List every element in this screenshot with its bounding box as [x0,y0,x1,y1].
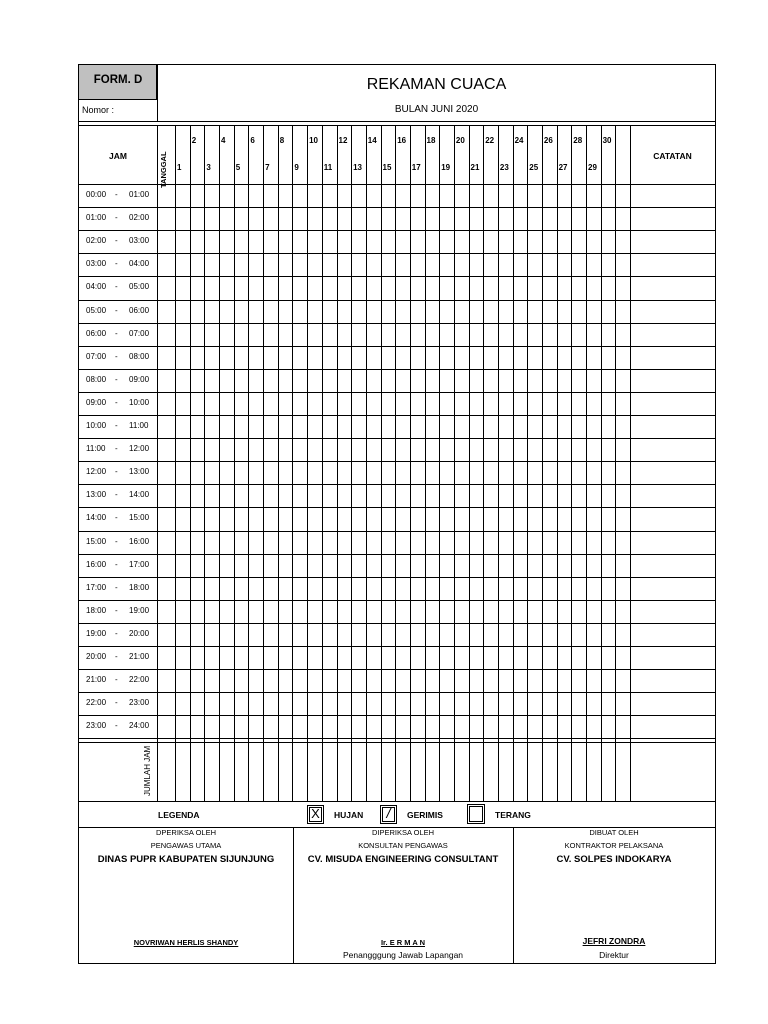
sig2-org: CV. MISUDA ENGINEERING CONSULTANT [307,854,499,865]
hour-start: 23:00 [86,721,107,731]
day-col-line [395,126,396,801]
day-number: 6 [250,136,255,145]
day-col-line [527,126,528,801]
day-number: 17 [411,163,421,172]
sig3-org: CV. SOLPES INDOKARYA [556,854,672,865]
day-number: 4 [221,136,226,145]
day-number: 12 [338,136,348,145]
hour-end: 07:00 [129,328,150,338]
sig2-position: KONSULTAN PENGAWAS [358,841,448,850]
day-col-line [175,126,176,801]
legend-gerimis-symbol: / [386,805,391,821]
hour-separator: - [115,282,118,292]
sig3-name: JEFRI ZONDRA [582,936,646,946]
day-number: 26 [543,136,553,145]
day-col-line [557,126,558,801]
hour-start: 09:00 [86,397,107,407]
day-col-line [248,126,249,801]
hour-start: 13:00 [86,490,107,500]
hour-separator: - [115,513,118,523]
form-code: FORM. D [93,74,143,86]
hour-separator: - [115,374,118,384]
hour-end: 18:00 [129,582,150,592]
day-number: 27 [558,163,568,172]
hour-start: 11:00 [86,444,106,454]
hour-separator: - [115,536,118,546]
sig3-title: Direktur [599,950,629,960]
day-number: 13 [353,163,362,172]
sig2-name: Ir. E R M A N [380,938,426,947]
day-col-line [615,126,616,801]
hour-start: 03:00 [86,259,107,269]
hour-end: 21:00 [129,652,150,661]
sig2-role: DIPERIKSA OLEH [371,828,435,837]
hour-start: 06:00 [86,328,107,338]
jumlah-bottom-line [79,801,715,802]
sig1-role: DPERIKSA OLEH [155,828,217,837]
day-col-line [483,126,484,801]
day-col-line [322,126,323,801]
hour-start: 08:00 [86,374,107,384]
nomor-label: Nomor : [82,105,115,115]
day-col-line [425,126,426,801]
sig1-org: DINAS PUPR KABUPATEN SIJUNJUNG [97,854,275,865]
sig1-position: PENGAWAS UTAMA [150,841,222,850]
legend-terang-inner [469,806,483,822]
hour-separator: - [115,605,118,615]
hour-end: 13:00 [129,467,150,477]
hour-separator: - [115,698,118,708]
day-col-line [454,126,455,801]
hour-start: 05:00 [86,305,107,315]
day-number: 14 [367,136,377,145]
hour-separator: - [115,190,118,199]
day-col-line [586,126,587,801]
day-col-line [263,126,264,801]
hour-end: 06:00 [129,305,150,315]
hour-end: 17:00 [129,559,150,569]
day-col-line [439,126,440,801]
hour-start: 16:00 [86,559,107,569]
hour-end: 11:00 [129,421,149,430]
hour-separator: - [115,421,118,430]
hour-separator: - [115,259,118,269]
day-col-line [630,126,631,801]
hour-end: 02:00 [129,213,150,223]
hour-separator: - [115,628,118,638]
hour-end: 01:00 [129,190,150,199]
day-number: 22 [485,136,495,145]
hour-end: 15:00 [129,513,150,523]
hour-end: 22:00 [129,675,150,685]
day-col-line [366,126,367,801]
sig3-role: DIBUAT OLEH [589,828,639,837]
hour-start: 10:00 [86,421,107,430]
hour-start: 21:00 [86,675,107,685]
hour-start: 00:00 [86,190,107,199]
hour-start: 19:00 [86,628,107,638]
day-number: 21 [470,163,480,172]
legend-gerimis-text: GERIMIS [407,810,443,820]
day-col-line [219,126,220,801]
day-number: 18 [426,136,436,145]
day-col-line [292,126,293,801]
hour-end: 24:00 [129,721,150,731]
day-number: 28 [573,136,583,145]
day-col-line [601,126,602,801]
catatan-header: CATATAN [653,151,692,161]
hour-separator: - [115,582,118,592]
day-number: 2 [191,136,197,145]
hour-separator: - [115,444,118,454]
hour-start: 20:00 [86,652,107,661]
jam-header: JAM [109,151,127,161]
hour-start: 01:00 [86,213,107,223]
hour-end: 05:00 [129,282,150,292]
hour-end: 09:00 [129,374,150,384]
day-col-line [351,126,352,801]
hour-separator: - [115,236,118,246]
hour-separator: - [115,652,118,661]
day-number: 9 [294,163,299,172]
day-col-line [469,126,470,801]
hour-start: 17:00 [86,582,107,592]
legend-hujan-symbol: X [311,806,320,821]
day-number: 25 [529,163,539,172]
day-col-line [542,126,543,801]
day-number: 15 [382,163,392,172]
hour-separator: - [115,467,118,477]
hour-separator: - [115,305,118,315]
hour-separator: - [115,675,118,685]
sig3-position: KONTRAKTOR PELAKSANA [564,841,664,850]
hour-end: 14:00 [129,490,150,500]
day-number: 16 [397,136,407,145]
day-col-line [234,126,235,801]
header-double-line-1 [79,121,715,122]
day-col-line [307,126,308,801]
hour-separator: - [115,397,118,407]
hour-end: 10:00 [129,397,150,407]
hour-start: 12:00 [86,467,107,477]
hour-end: 20:00 [129,628,150,638]
hour-separator: - [115,351,118,361]
day-number: 23 [499,163,509,172]
day-number: 20 [455,136,465,145]
hour-separator: - [115,213,118,223]
hour-start: 22:00 [86,698,107,708]
day-col-line [204,126,205,801]
hour-end: 23:00 [129,698,150,708]
hour-start: 04:00 [86,282,107,292]
day-number: 11 [323,163,333,172]
day-number: 7 [265,163,270,172]
hour-end: 16:00 [129,536,150,546]
day-number: 24 [514,136,524,145]
sig2-title: Penangggung Jawab Lapangan [342,950,464,960]
hour-separator: - [115,559,118,569]
hour-start: 18:00 [86,605,107,615]
tanggal-header: TANGGAL [159,151,168,188]
day-number: 8 [279,136,285,145]
jumlah-jam-label: JUMLAH JAM [143,745,152,796]
day-col-line [571,126,572,801]
hour-end: 19:00 [129,605,150,615]
jam-col-line [157,126,158,801]
day-number: 1 [177,163,182,172]
hour-end: 12:00 [129,444,150,454]
day-col-line [278,126,279,801]
day-col-line [410,126,411,801]
hour-end: 08:00 [129,351,150,361]
legend-terang-text: TERANG [495,810,531,820]
legend-hujan-text: HUJAN [334,810,364,820]
hour-start: 07:00 [86,351,107,361]
day-number: 5 [235,163,241,172]
day-col-line [337,126,338,801]
legend-label: LEGENDA [158,810,200,820]
day-col-line [381,126,382,801]
day-number: 19 [441,163,451,172]
day-number: 29 [588,163,597,172]
day-number: 10 [309,136,318,145]
day-col-line [513,126,514,801]
hour-end: 04:00 [129,259,150,269]
page-title: REKAMAN CUACA [366,76,507,93]
page-subtitle: BULAN JUNI 2020 [394,104,479,115]
hour-start: 02:00 [86,236,107,246]
hour-end: 03:00 [129,236,150,246]
sig1-name: NOVRIWAN HERLIS SHANDY [133,938,239,947]
hour-separator: - [115,328,118,338]
hour-separator: - [115,490,118,500]
day-number: 3 [206,163,211,172]
hour-start: 14:00 [86,513,107,523]
hour-start: 15:00 [86,536,107,546]
day-col-line [498,126,499,801]
day-number: 30 [602,136,612,145]
hour-separator: - [115,721,118,731]
day-col-line [190,126,191,801]
